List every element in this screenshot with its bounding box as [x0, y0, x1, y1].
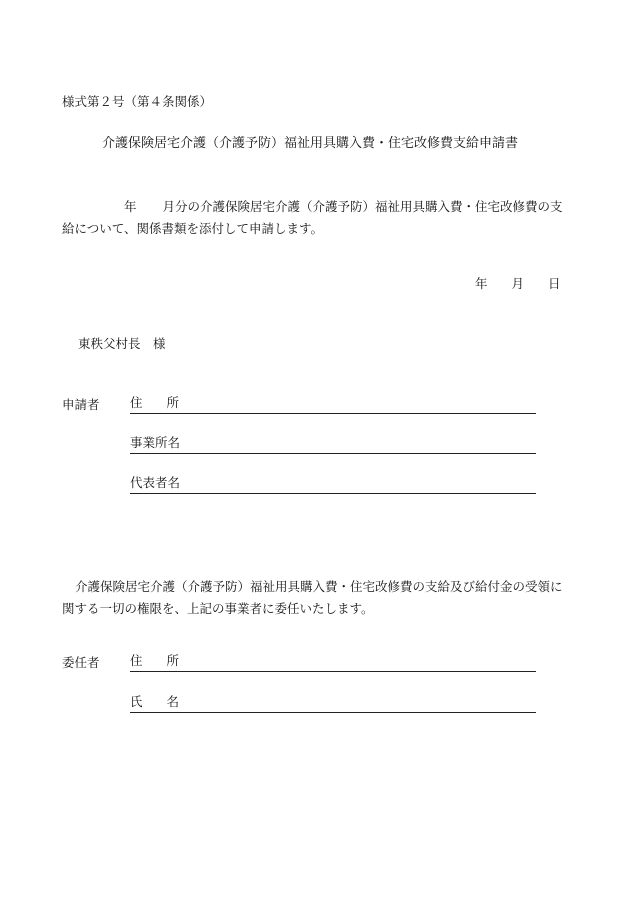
- form-title: 介護保険居宅介護（介護予防）福祉用具購入費・住宅改修費支給申請書: [102, 136, 519, 151]
- delegator-name-field[interactable]: [130, 696, 536, 713]
- application-statement: [62, 196, 572, 240]
- application-year-label: 年: [124, 199, 137, 214]
- applicant-office-name-label: 事業所名: [130, 435, 181, 450]
- addressee: 東秩父村長 様: [78, 336, 166, 351]
- applicant-role-label: 申請者: [62, 397, 100, 412]
- applicant-address-label: 住 所: [130, 395, 180, 410]
- applicant-representative-field[interactable]: [130, 477, 536, 494]
- delegator-role-label: 委任者: [62, 655, 100, 670]
- applicant-office-name-field[interactable]: [130, 437, 536, 454]
- delegator-name-label: 氏 名: [130, 694, 180, 709]
- date-line: [475, 278, 561, 291]
- delegator-address-field[interactable]: [130, 655, 536, 672]
- application-statement-text: 月分の介護保険居宅介護（介護予防）福祉用具購入費・住宅改修費の支給について、関係書類を添付して申請します。: [62, 199, 563, 236]
- date-day-label: 日: [548, 276, 561, 291]
- delegation-statement: 介護保険居宅介護（介護予防）福祉用具購入費・住宅改修費の支給及び給付金の受領に関する一切の権限を、上記の事業者に委任いたします。: [62, 579, 563, 616]
- form-number: 様式第２号（第４条関係）: [62, 94, 213, 109]
- delegator-address-label: 住 所: [130, 653, 180, 668]
- applicant-address-field[interactable]: [130, 397, 536, 414]
- applicant-representative-label: 代表者名: [130, 475, 181, 490]
- date-month-label: 月: [511, 276, 525, 291]
- date-year-label: 年: [475, 276, 488, 291]
